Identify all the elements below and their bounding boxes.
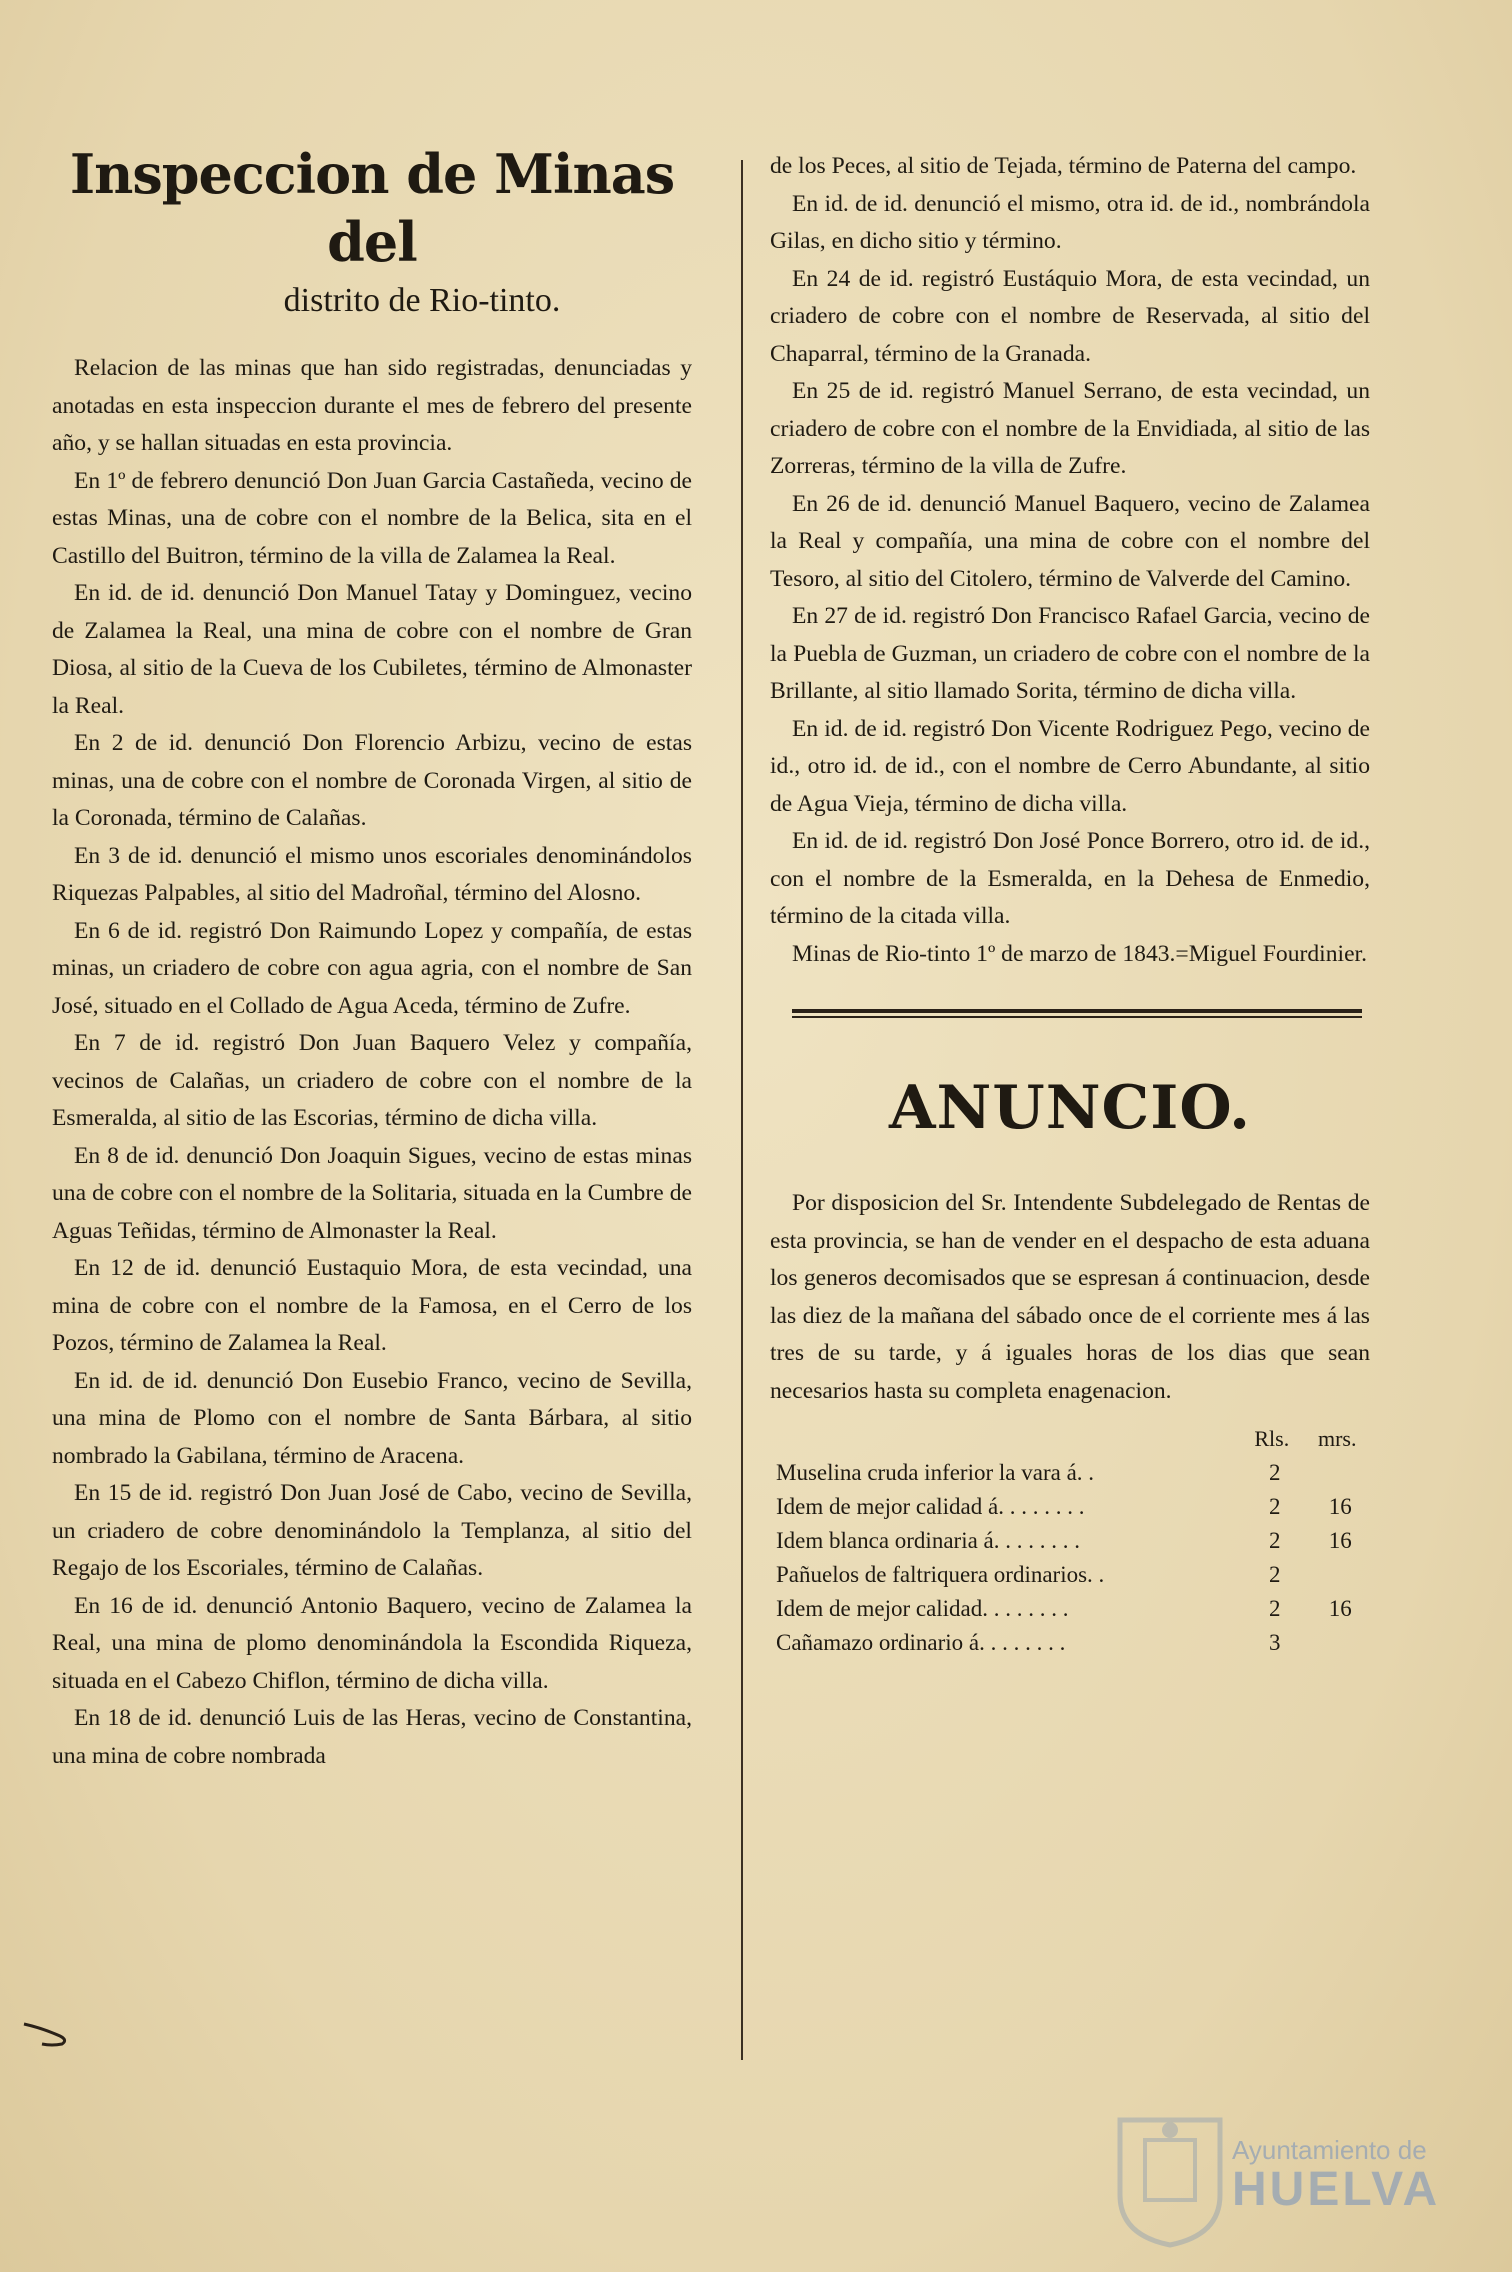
announcement-text: Por disposicion del Sr. Intendente Subdelegado de Rentas de esta provincia, se han de vender en el despacho de esta aduana los generos decomisados que se espresan á continuacion, desde las diez de la mañana del sábado once de el corriente mes á las tres de su tarde, y á iguales horas de los dias que sean necesarios hasta su completa enagenacion.	[770, 1190, 1370, 1404]
paragraph: Relacion de las minas que han sido registradas, denunciadas y anotadas en esta inspeccion durante el mes de febrero del presente año, y se hallan situadas en esta provincia.	[52, 355, 692, 456]
announcement-title: ANUNCIO.	[888, 1073, 1252, 1143]
price-row	[770, 1490, 1370, 1524]
price-item: Idem de mejor calidad á. . . . . . . .	[776, 1494, 1085, 1519]
price-table-header	[770, 1426, 1370, 1456]
mrs-header: mrs.	[1317, 1426, 1357, 1451]
price-item: Idem blanca ordinaria á. . . . . . . .	[776, 1528, 1080, 1553]
paragraph: En 3 de id. denunció el mismo unos escoriales denominándolos Riquezas Palpables, al sitio del Madroñal, término del Alosno.	[52, 842, 692, 906]
paragraph: En 27 de id. registró Don Francisco Rafael Garcia, vecino de la Puebla de Guzman, un criadero de cobre con el nombre de la Brillante, al sitio llamado Sorita, término de dicha villa.	[770, 603, 1370, 704]
price-mrs: 16	[1328, 1596, 1352, 1621]
price-mrs	[1304, 1626, 1370, 1660]
paragraph: En 15 de id. registró Don Juan José de Cabo, vecino de Sevilla, un criadero de cobre denominándolo la Templanza, al sitio del Regajo de los Escoriales, término de Calañas.	[52, 1480, 692, 1581]
price-rls: 2	[1269, 1562, 1281, 1587]
column-divider	[741, 160, 743, 2060]
price-rls: 2	[1269, 1460, 1281, 1485]
price-row	[770, 1592, 1370, 1626]
section-title: Inspeccion de Minas del	[69, 142, 675, 274]
paragraph: En id. de id. registró Don José Ponce Borrero, otro id. de id., con el nombre de la Esmeralda, en la Dehesa de Enmedio, término de la citada villa.	[770, 828, 1370, 929]
price-row	[770, 1626, 1370, 1660]
price-item: Muselina cruda inferior la vara á. .	[776, 1460, 1095, 1485]
paragraph: En 12 de id. denunció Eustaquio Mora, de esta vecindad, una mina de cobre con el nombre de la Famosa, en el Cerro de los Pozos, término de Zalamea la Real.	[52, 1255, 692, 1356]
price-row	[770, 1558, 1370, 1592]
paragraph: En 16 de id. denunció Antonio Baquero, vecino de Zalamea la Real, una mina de plomo denominándola la Escondida Riqueza, situada en el Cabezo Chiflon, término de dicha villa.	[52, 1592, 692, 1694]
paragraph: En id. de id. registró Don Vicente Rodriguez Pego, vecino de id., otro id. de id., con el nombre de Cerro Abundante, al sitio de Agua Vieja, término de dicha villa.	[770, 715, 1370, 817]
price-item: Pañuelos de faltriquera ordinarios. .	[776, 1562, 1105, 1587]
paragraph: En id. de id. denunció Don Eusebio Franco, vecino de Sevilla, una mina de Plomo con el nombre de Santa Bárbara, al sitio nombrado la Gabilana, término de Aracena.	[52, 1367, 692, 1469]
price-mrs	[1304, 1558, 1370, 1592]
price-item: Idem de mejor calidad. . . . . . . .	[776, 1596, 1069, 1621]
price-table	[770, 1426, 1370, 1660]
signature-line: Minas de Rio-tinto 1º de marzo de 1843.=Miguel Fourdinier.	[792, 940, 1367, 967]
section-subtitle: distrito de Rio-tinto.	[283, 282, 561, 319]
huelva-crest-icon	[1090, 2100, 1250, 2250]
paragraph: En 25 de id. registró Manuel Serrano, de esta vecindad, un criadero de cobre con el nombre de la Envidiada, al sitio de las Zorreras, término de la villa de Zufre.	[770, 378, 1370, 479]
price-rls: 2	[1269, 1596, 1281, 1621]
paragraph: En 8 de id. denunció Don Joaquin Sigues, vecino de estas minas una de cobre con el nombre de la Solitaria, situada en la Cumbre de Aguas Teñidas, término de Almonaster la Real.	[52, 1142, 692, 1244]
paragraph: En 6 de id. registró Don Raimundo Lopez y compañía, de estas minas, un criadero de cobre con agua agria, con el nombre de San José, situado en el Collado de Agua Aceda, término de Zufre.	[52, 917, 692, 1019]
paragraph: En 26 de id. denunció Manuel Baquero, vecino de Zalamea la Real y compañía, una mina de cobre con el nombre del Tesoro, al sitio del Citolero, término de Valverde del Camino.	[770, 490, 1370, 592]
paragraph: de los Peces, al sitio de Tejada, término de Paterna del campo.	[770, 153, 1357, 179]
price-row	[770, 1456, 1370, 1490]
paragraph: En 18 de id. denunció Luis de las Heras, vecino de Constantina, una mina de cobre nombrada	[52, 1705, 692, 1769]
left-column	[52, 140, 692, 1775]
paragraph: En 24 de id. registró Eustáquio Mora, de esta vecindad, un criadero de cobre con el nombre de Reservada, al sitio del Chaparral, término de la Granada.	[770, 265, 1370, 367]
price-rls: 2	[1269, 1494, 1281, 1519]
price-rls: 2	[1269, 1528, 1281, 1553]
paragraph: En 7 de id. registró Don Juan Baquero Velez y compañía, vecinos de Calañas, un criadero de cobre con el nombre de la Esmeralda, al sitio de las Escorias, término de dicha villa.	[52, 1030, 692, 1131]
price-mrs	[1304, 1456, 1370, 1490]
paragraph: En 2 de id. denunció Don Florencio Arbizu, vecino de estas minas, una de cobre con el nombre de Coronada Virgen, al sitio de la Coronada, término de Calañas.	[52, 730, 692, 831]
paragraph: En 1º de febrero denunció Don Juan Garcia Castañeda, vecino de estas Minas, una de cobre con el nombre de la Belica, sita en el Castillo del Buitron, término de la villa de Zalamea la Real.	[52, 467, 692, 569]
price-item: Cañamazo ordinario á. . . . . . . .	[776, 1630, 1066, 1655]
margin-mark-icon	[22, 2018, 82, 2048]
price-rls: 3	[1269, 1630, 1281, 1655]
watermark-line2: HUELVA	[1232, 2163, 1441, 2216]
watermark-line1: Ayuntamiento de	[1232, 2135, 1427, 2165]
paragraph: En id. de id. denunció Don Manuel Tatay y Dominguez, vecino de Zalamea la Real, una mina de cobre con el nombre de Gran Diosa, al sitio de la Cueva de los Cubiletes, término de Almonaster la Real.	[52, 580, 692, 719]
watermark	[1232, 2135, 1440, 2217]
paragraph: En id. de id. denunció el mismo, otra id. de id., nombrándola Gilas, en dicho sitio y término.	[770, 190, 1370, 254]
price-row	[770, 1524, 1370, 1558]
rls-header: Rls.	[1254, 1426, 1290, 1451]
price-mrs: 16	[1328, 1528, 1352, 1553]
double-rule-separator	[792, 1007, 1362, 1023]
right-column	[770, 148, 1370, 1660]
price-mrs: 16	[1328, 1494, 1352, 1519]
